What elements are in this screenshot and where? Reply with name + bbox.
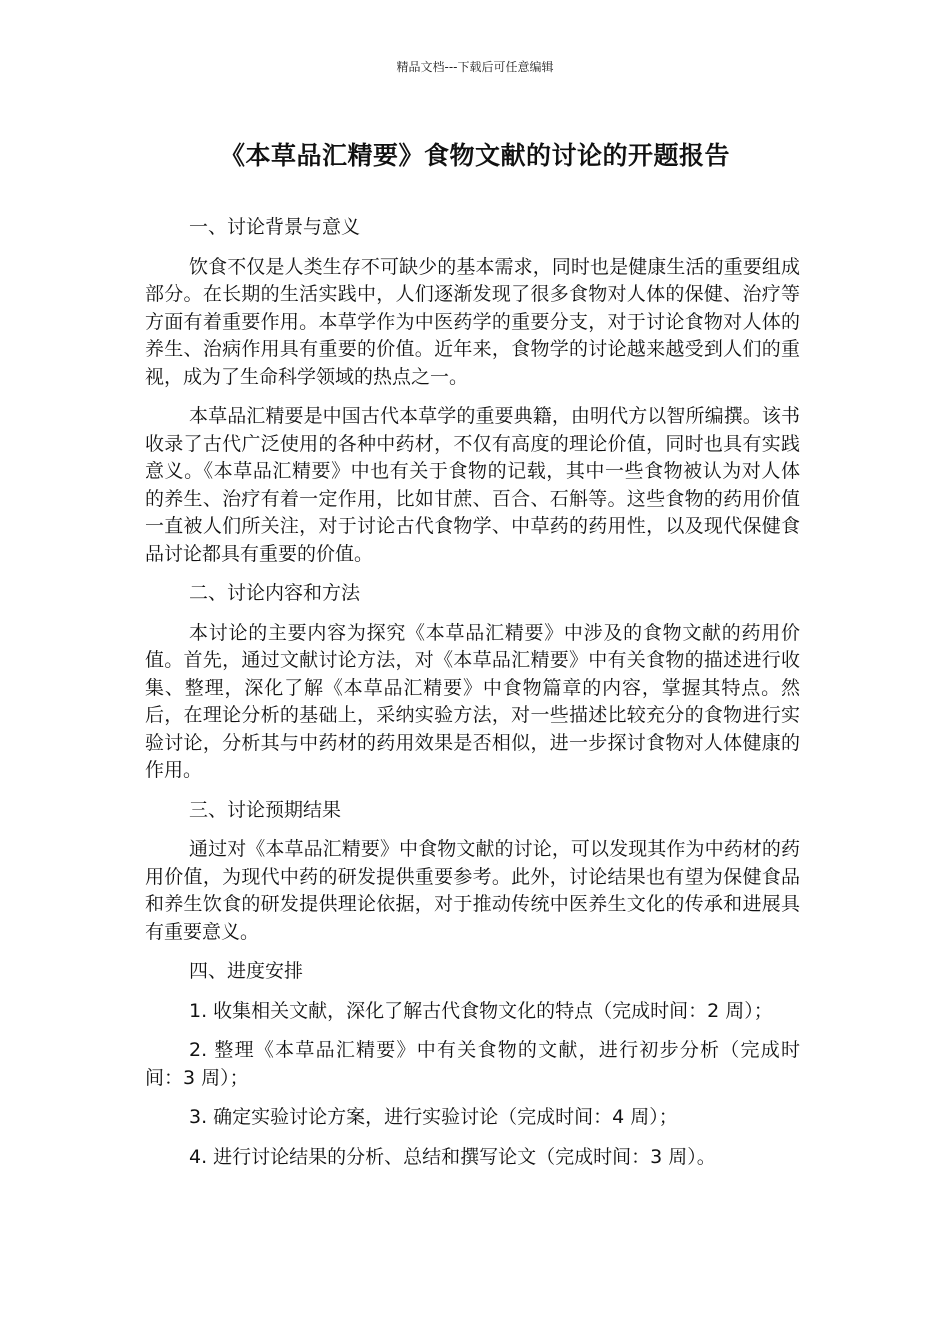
document-title: 《本草品汇精要》食物文献的讨论的开题报告 [219,141,730,170]
paragraph: 饮食不仅是人类生存不可缺少的基本需求，同时也是健康生活的重要组成部分。在长期的生活实践中，人们逐渐发现了很多食物对人体的保健、治疗等方面有着重要作用。本草学作为中医药学的重要分支，对于讨论食物对人体的养生、治病作用具有重要的价值。近年来，食物学的讨论越来越受到人们的重视，成为了生命科学领域的热点之一。 [145,255,800,388]
paragraph: 通过对《本草品汇精要》中食物文献的讨论，可以发现其作为中药材的药用价值，为现代中药的研发提供重要参考。此外，讨论结果也有望为保健食品和养生饮食的研发提供理论依据，对于推动传统中医养生文化的传承和进展具有重要意义。 [145,838,800,943]
schedule-item: 1. 收集相关文献，深化了解古代食物文化的特点（完成时间：2 周）； [189,999,773,1022]
document-body [145,214,800,1183]
section-heading-expected-results: 三、讨论预期结果 [189,798,342,821]
schedule-item: 4. 进行讨论结果的分析、总结和撰写论文（完成时间：3 周）。 [189,1145,716,1168]
schedule-item: 3. 确定实验讨论方案，进行实验讨论（完成时间：4 周）； [189,1106,678,1128]
section-heading-background: 一、讨论背景与意义 [189,216,361,238]
page-header-note: 精品文档---下载后可任意编辑 [396,60,554,74]
paragraph: 本讨论的主要内容为探究《本草品汇精要》中涉及的食物文献的药用价值。首先，通过文献讨论方法，对《本草品汇精要》中有关食物的描述进行收集、整理，深化了解《本草品汇精要》中食物篇章的内容，掌握其特点。然后，在理论分析的基础上，采纳实验方法，对一些描述比较充分的食物进行实验讨论，分析其与中药材的药用效果是否相似，进一步探讨食物对人体健康的作用。 [145,621,800,781]
schedule-item: 2. 整理《本草品汇精要》中有关食物的文献，进行初步分析（完成时间：3 周）； [145,1039,800,1089]
section-heading-schedule: 四、进度安排 [189,960,304,982]
paragraph: 本草品汇精要是中国古代本草学的重要典籍，由明代方以智所编撰。该书收录了古代广泛使用的各种中药材，不仅有高度的理论价值，同时也具有实践意义。《本草品汇精要》中也有关于食物的记载，其中一些食物被认为对人体的养生、治疗有着一定作用，比如甘蔗、百合、石斛等。这些食物的药用价值一直被人们所关注，对于讨论古代食物学、中草药的药用性，以及现代保健食品讨论都具有重要的价值。 [145,405,800,565]
section-heading-content-methods: 二、讨论内容和方法 [189,582,361,604]
